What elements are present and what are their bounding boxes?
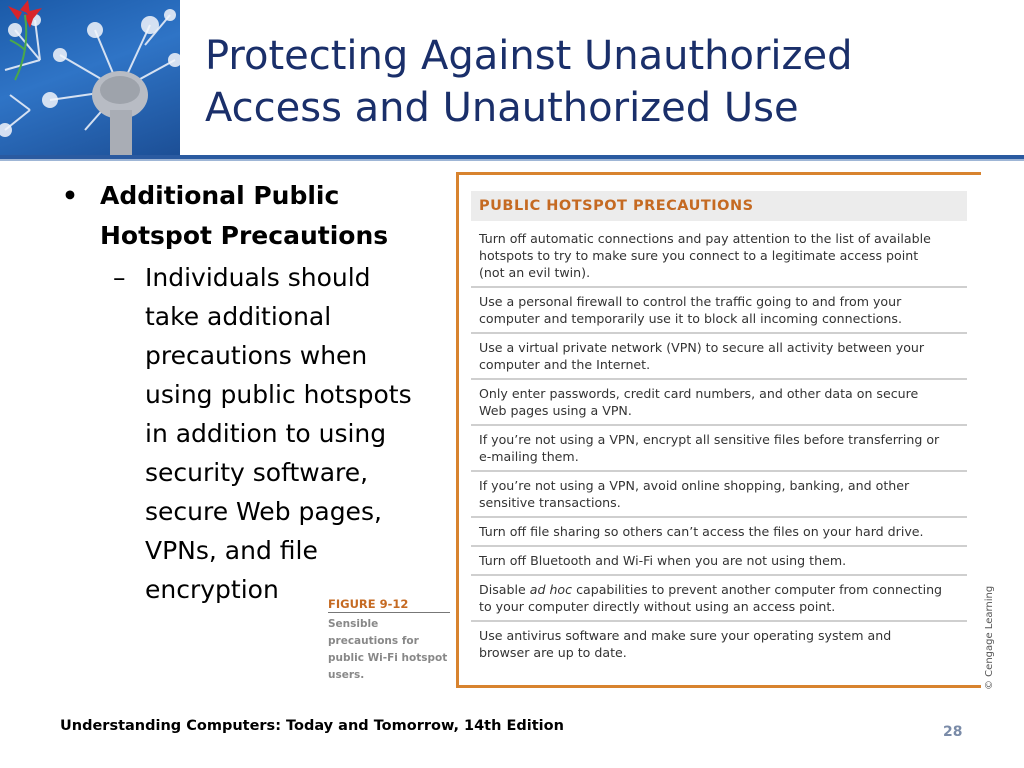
precautions-figure (456, 172, 981, 688)
caption-line: Sensible (328, 618, 379, 630)
table-row-text: browser are up to date. (479, 645, 627, 660)
table-row (471, 334, 967, 380)
slide-title-line-1: Protecting Against Unauthorized (205, 33, 853, 79)
slide-title-line-2: Access and Unauthorized Use (205, 85, 799, 131)
table-row (471, 547, 967, 576)
table-row-text: If you’re not using a VPN, encrypt all sensitive files before transferring or (479, 432, 940, 447)
table-row (471, 288, 967, 334)
table-row (471, 518, 967, 547)
sub-bullet-dash-icon: – (113, 263, 126, 292)
table-row-text: Web pages using a VPN. (479, 403, 632, 418)
sub-bullet-item (60, 258, 445, 609)
bullet-heading-line-2: Hotspot Precautions (100, 221, 389, 250)
footer-book-title: Understanding Computers: Today and Tomorrow, 14th Edition (60, 718, 564, 734)
dandelion-logo (0, 0, 180, 155)
table-row-text: to your computer directly without using an access point. (479, 599, 836, 614)
table-row-text: (not an evil twin). (479, 265, 591, 280)
figure-caption (328, 597, 450, 684)
image-credit: © Cengage Learning (984, 585, 995, 690)
table-row (471, 622, 967, 666)
header-rule-light (0, 159, 1024, 161)
table-row (471, 225, 967, 288)
table-row (471, 472, 967, 518)
caption-line: precautions for (328, 635, 419, 647)
figure-caption-text (328, 616, 450, 684)
sub-bullet-line: secure Web pages, (145, 497, 382, 526)
precautions-table (471, 225, 967, 666)
table-row-text: hotspots to try to make sure you connect to a legitimate access point (479, 248, 919, 263)
bullet-heading-line-1: Additional Public (100, 181, 340, 210)
table-row-text: Disable ad hoc capabilities to prevent another computer from connecting (479, 582, 943, 597)
table-row-text: If you’re not using a VPN, avoid online shopping, banking, and other (479, 478, 910, 493)
figure-header: PUBLIC HOTSPOT PRECAUTIONS (471, 191, 967, 221)
table-row-text: Turn off automatic connections and pay attention to the list of available (479, 231, 931, 246)
table-row-text: Only enter passwords, credit card numbers, and other data on secure (479, 386, 919, 401)
bullet-item (60, 176, 445, 256)
table-row-text: computer and temporarily use it to block all incoming connections. (479, 311, 902, 326)
bullet-dot-icon: • (62, 181, 78, 210)
sub-bullet-line: take additional (145, 302, 332, 331)
table-row-text: Use a virtual private network (VPN) to secure all activity between your (479, 340, 925, 355)
table-row (471, 426, 967, 472)
table-row (471, 380, 967, 426)
table-row-text: Use a personal firewall to control the traffic going to and from your (479, 294, 902, 309)
slide-title (205, 30, 1005, 134)
sub-bullet-line: using public hotspots (145, 380, 412, 409)
table-row-text: computer and the Internet. (479, 357, 651, 372)
table-row-text: sensitive transactions. (479, 495, 621, 510)
figure-caption-title: FIGURE 9-12 (328, 597, 450, 613)
sub-bullet-line: precautions when (145, 341, 368, 370)
table-row-text: Turn off Bluetooth and Wi-Fi when you are not using them. (479, 553, 847, 568)
bullet-list (60, 176, 445, 609)
sub-bullet-line: VPNs, and file (145, 536, 318, 565)
caption-line: users. (328, 669, 365, 681)
table-row-text: e-mailing them. (479, 449, 579, 464)
sub-bullet-line: Individuals should (145, 263, 371, 292)
slide-number: 28 (943, 724, 963, 740)
caption-line: public Wi-Fi hotspot (328, 652, 448, 664)
table-row-text: Turn off file sharing so others can’t access the files on your hard drive. (479, 524, 924, 539)
table-row-text: Use antivirus software and make sure your operating system and (479, 628, 892, 643)
sub-bullet-line: in addition to using (145, 419, 387, 448)
sub-bullet-line: encryption (145, 575, 279, 604)
sub-bullet-line: security software, (145, 458, 369, 487)
table-row (471, 576, 967, 622)
